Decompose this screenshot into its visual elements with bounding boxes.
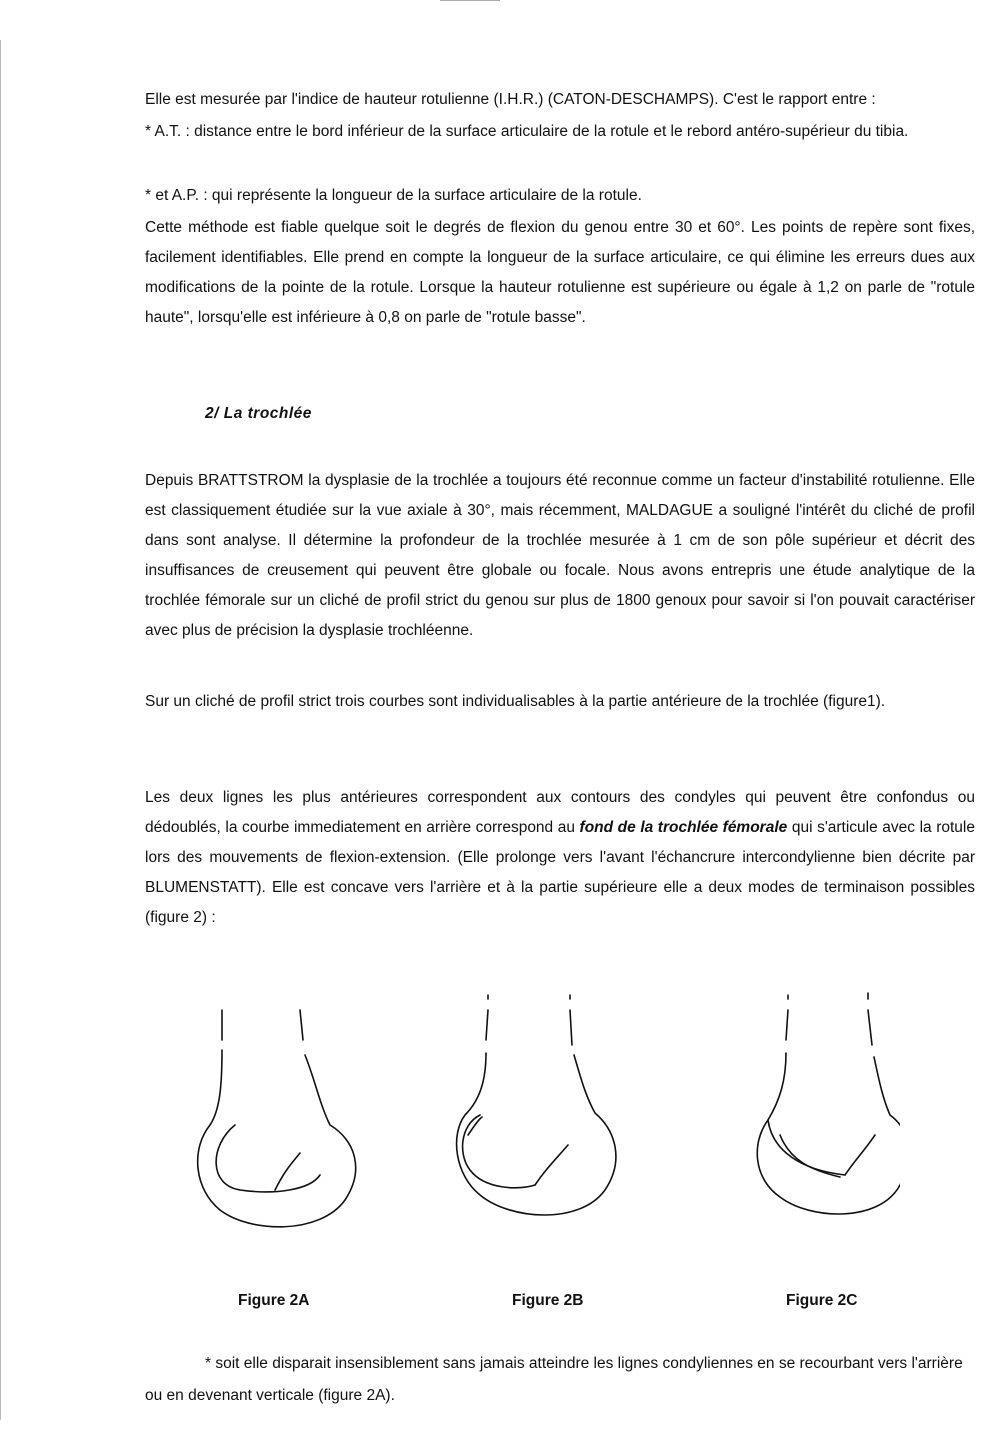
paragraph-text-part: qui s'articule avec la rotule lors des mouvements de flexion-extension. (Elle prolonge vers l'avant l'échancrure intercondylienne bien décrite par BLUMENSTATT). Elle est concave vers l'arrière et à la partie supérieure elle a deux modes de terminaison possibles (figure 2) :: [145, 819, 975, 926]
paragraph-brattstrom: Depuis BRATTSTROM la dysplasie de la trochlée a toujours été reconnue comme un facteur d'instabilité rotulienne. Elle est classiquement étudiée sur la vue axiale à 30°, mais récemment, MALDAGUE a souligné l'intérêt du cliché de profil dans sont analyse. Il détermine la profondeur de la trochlée mesurée à 1 cm de son pôle supérieur et décrit des insuffisances de creusement qui peuvent être globale ou focale. Nous avons entrepris une étude analytique de la trochlée fémorale sur un cliché de profil strict du genou sur plus de 1800 genoux pour savoir si l'on pouvait caractériser avec plus de précision la dysplasie trochléenne.: [145, 472, 975, 639]
caption-figure-2b: Figure 2B: [512, 1292, 584, 1309]
paragraph-ihr-definition: Elle est mesurée par l'indice de hauteur rotulienne (I.H.R.) (CATON-DESCHAMPS). C'est le rapport entre :: [145, 91, 876, 108]
figure-2c-drawing: [757, 993, 900, 1214]
section-heading-trochlee: 2/ La trochlée: [205, 405, 312, 422]
footnote-figure-2a: [145, 1348, 975, 1412]
figure-2-diagrams: [180, 985, 900, 1245]
paragraph-at-definition: * A.T. : distance entre le bord inférieur de la surface articulaire de la rotule et le rebord antéro-supérieur du tibia.: [145, 123, 909, 140]
paragraph-condyle-lines: [145, 783, 975, 933]
caption-figure-2a: Figure 2A: [238, 1292, 310, 1309]
paragraph-three-curves: Sur un cliché de profil strict trois courbes sont individualisables à la partie antérieure de la trochlée (figure1).: [145, 693, 886, 710]
scan-edge-mark: [440, 0, 500, 1]
emphasis-fond-trochlee: fond de la trochlée fémorale: [579, 819, 788, 836]
paragraph-method: Cette méthode est fiable quelque soit le degrés de flexion du genou entre 30 et 60°. Les points de repère sont fixes, facilement identifiables. Elle prend en compte la longueur de la surface articulaire, ce qui élimine les erreurs dues aux modifications de la pointe de la rotule. Lorsque la hauteur rotulienne est supérieure ou égale à 1,2 on parle de "rotule haute", lorsqu'elle est inférieure à 0,8 on parle de "rotule basse".: [145, 219, 975, 326]
scan-edge-line: [0, 40, 1, 1420]
paragraph-ap-definition: * et A.P. : qui représente la longueur de la surface articulaire de la rotule.: [145, 187, 642, 204]
caption-figure-2c: Figure 2C: [786, 1292, 858, 1309]
footnote-text: * soit elle disparait insensiblement sans jamais atteindre les lignes condyliennes en se recourbant vers l'arrière ou en devenant verticale (figure 2A).: [145, 1355, 963, 1404]
paragraph-text-part: Les deux lignes les plus antérieures correspondent aux contours des condyles qui peuvent être confondus ou dédoublés, la courbe immediatement en arrière correspond au: [145, 789, 975, 836]
figure-2b-drawing: [457, 995, 616, 1215]
figure-2a-drawing: [198, 1010, 356, 1227]
